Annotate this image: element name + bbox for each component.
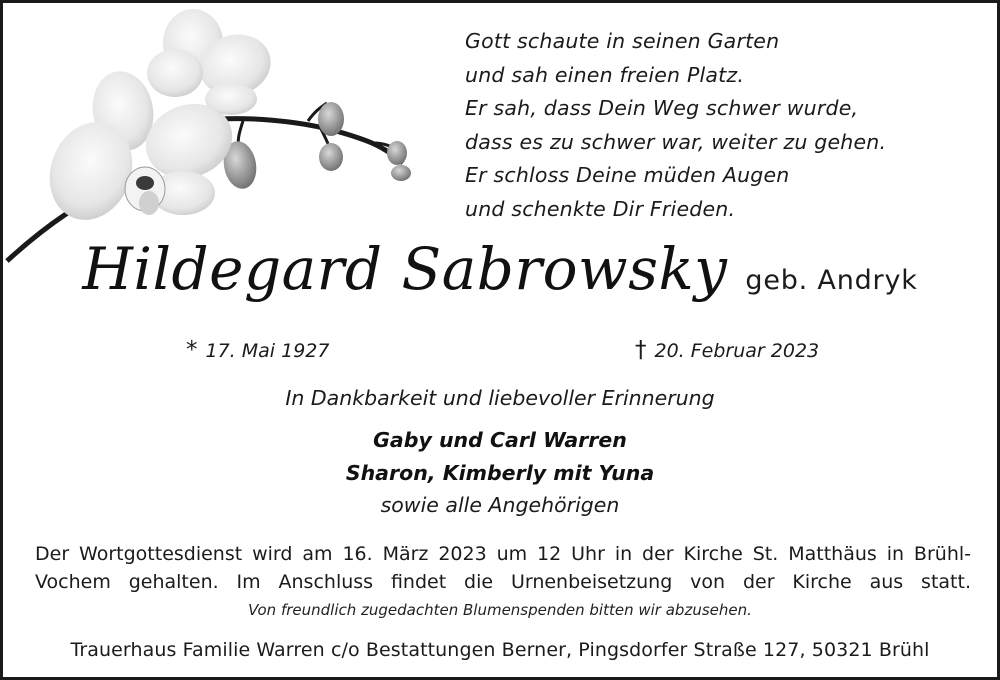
maiden-name: geb. Andryk — [745, 265, 918, 296]
gratitude-line: In Dankbarkeit und liebevoller Erinnerung — [285, 386, 715, 410]
mourners-line: Gaby und Carl Warren — [373, 428, 627, 452]
poem-line: und schenkte Dir Frieden. — [465, 196, 736, 221]
birth-date: 17. Mai 1927 — [205, 340, 330, 362]
service-line: Der Wortgottesdienst wird am 16. März 2023 um 12 Uhr in der Kirche St. Matthäus in Brühl- — [35, 543, 971, 565]
poem-line: und sah einen freien Platz. — [465, 62, 745, 87]
poem — [465, 25, 886, 226]
flowers-note: Von freundlich zugedachten Blumenspenden bitten wir abzusehen. — [248, 601, 752, 619]
service-info — [35, 540, 971, 596]
deceased-name-line — [3, 235, 997, 335]
poem-line: dass es zu schwer war, weiter zu gehen. — [465, 129, 887, 154]
mourners-line: sowie alle Angehörigen — [380, 493, 620, 517]
birth-date-line — [186, 337, 329, 363]
death-date-line — [635, 337, 819, 363]
poem-line: Er sah, dass Dein Weg schwer wurde, — [465, 96, 859, 120]
mourners-line: Sharon, Kimberly mit Yuna — [345, 461, 655, 485]
deceased-name: Hildegard Sabrowsky — [82, 235, 728, 303]
service-line: Vochem gehalten. Im Anschluss findet die Urnenbeisetzung von der Kirche aus statt. — [35, 571, 971, 593]
death-date: 20. Februar 2023 — [654, 340, 820, 362]
poem-line: Er schloss Deine müden Augen — [465, 163, 790, 187]
birth-star-icon: * — [186, 337, 198, 363]
mourning-address: Trauerhaus Familie Warren c/o Bestattungen Berner, Pingsdorfer Straße 127, 50321 Brühl — [70, 639, 930, 661]
death-cross-icon: † — [635, 337, 647, 363]
orchid-branch-icon — [3, 3, 433, 273]
poem-line: Gott schaute in seinen Garten — [465, 29, 780, 53]
